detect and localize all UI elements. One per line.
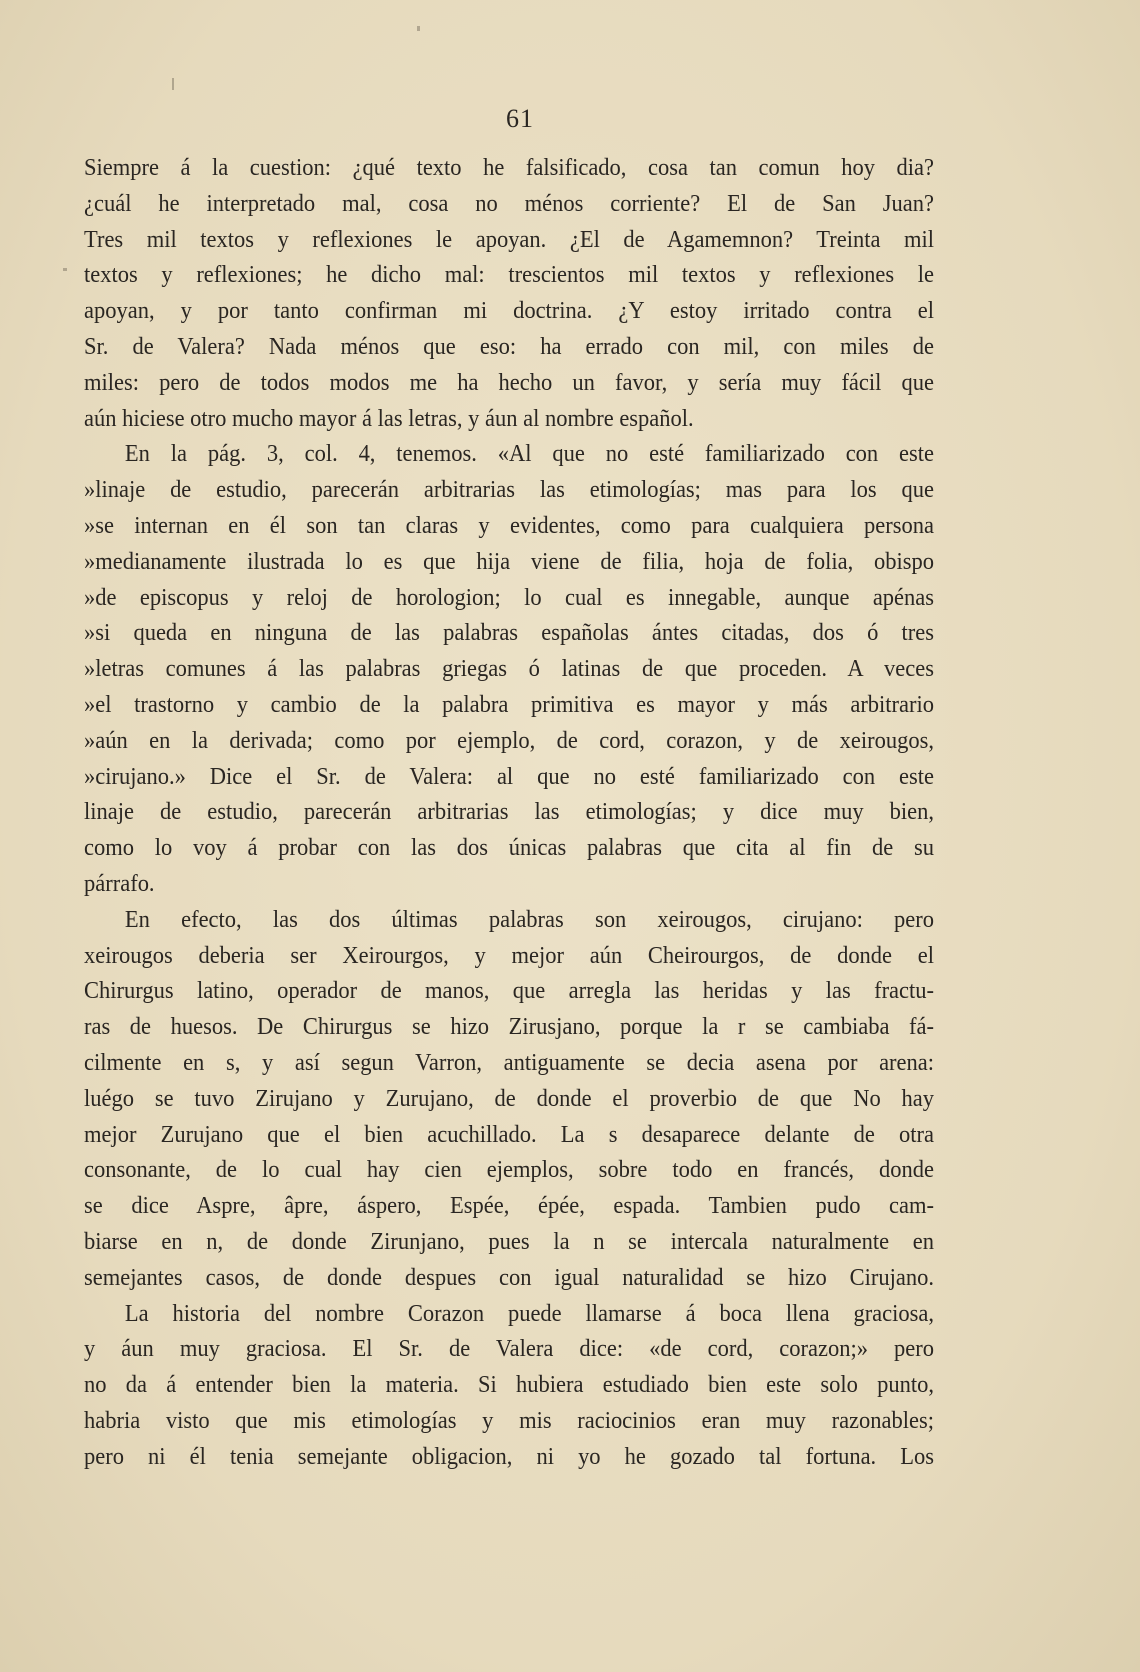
print-speck bbox=[172, 78, 174, 90]
text-line: En la pág. 3, col. 4, tenemos. «Al que no esté familiarizado con este bbox=[124, 440, 935, 468]
text-line: Chirurgus latino, operador de manos, que arregla las heridas y las fractu- bbox=[84, 977, 935, 1005]
text-line: En efecto, las dos últimas palabras son xeirougos, cirujano: pero bbox=[124, 905, 935, 933]
text-line: consonante, de lo cual hay cien ejemplos, sobre todo en francés, donde bbox=[84, 1156, 935, 1184]
text-line: »cirujano.» Dice el Sr. de Valera: al que no esté familiarizado con este bbox=[84, 762, 935, 790]
text-line: aún hiciese otro mucho mayor á las letras, y áun al nombre español. bbox=[84, 404, 694, 432]
text-line: ¿cuál he interpretado mal, cosa no ménos corriente? El de San Juan? bbox=[84, 189, 935, 217]
text-line: »de episcopus y reloj de horologion; lo cual es innegable, aunque apénas bbox=[84, 583, 935, 611]
text-line: cilmente en s, y así segun Varron, antiguamente se decia asena por arena: bbox=[84, 1048, 935, 1076]
print-speck bbox=[63, 268, 67, 271]
text-line: »el trastorno y cambio de la palabra primitiva es mayor y más arbitrario bbox=[84, 690, 935, 718]
text-line: apoyan, y por tanto confirman mi doctrina. ¿Y estoy irritado contra el bbox=[84, 297, 935, 325]
text-line: miles: pero de todos modos me ha hecho un favor, y sería muy fácil que bbox=[84, 368, 935, 396]
text-line: se dice Aspre, âpre, áspero, Espée, épée, espada. Tambien pudo cam- bbox=[84, 1192, 935, 1220]
text-line: »aún en la derivada; como por ejemplo, de cord, corazon, y de xeirougos, bbox=[84, 726, 935, 754]
text-line: biarse en n, de donde Zirunjano, pues la n se intercala naturalmente en bbox=[84, 1227, 935, 1255]
text-line: semejantes casos, de donde despues con igual naturalidad se hizo Cirujano. bbox=[84, 1263, 935, 1291]
print-speck bbox=[417, 26, 420, 31]
text-line: como lo voy á probar con las dos únicas palabras que cita al fin de su bbox=[84, 834, 935, 862]
text-line: no da á entender bien la materia. Si hubiera estudiado bien este solo punto, bbox=[84, 1371, 935, 1399]
text-line: »si queda en ninguna de las palabras españolas ántes citadas, dos ó tres bbox=[84, 619, 935, 647]
text-line: xeirougos deberia ser Xeirourgos, y mejor aún Cheirourgos, de donde el bbox=[84, 941, 935, 969]
text-line: Tres mil textos y reflexiones le apoyan. ¿El de Agamemnon? Treinta mil bbox=[84, 225, 935, 253]
text-line: »se internan en él son tan claras y evidentes, como para cualquiera persona bbox=[84, 511, 935, 539]
text-line: luégo se tuvo Zirujano y Zurujano, de donde el proverbio de que No hay bbox=[84, 1084, 935, 1112]
text-line: Sr. de Valera? Nada ménos que eso: ha errado con mil, con miles de bbox=[84, 332, 935, 360]
text-line: habria visto que mis etimologías y mis raciocinios eran muy razonables; bbox=[84, 1406, 935, 1434]
text-line: textos y reflexiones; he dicho mal: trescientos mil textos y reflexiones le bbox=[84, 261, 935, 289]
text-body bbox=[84, 150, 934, 1474]
text-line: »medianamente ilustrada lo es que hija viene de filia, hoja de folia, obispo bbox=[84, 547, 935, 575]
text-line: Siempre á la cuestion: ¿qué texto he falsificado, cosa tan comun hoy dia? bbox=[84, 154, 935, 181]
text-line: mejor Zurujano que el bien acuchillado. La s desaparece delante de otra bbox=[84, 1120, 935, 1148]
text-line: linaje de estudio, parecerán arbitrarias las etimologías; y dice muy bien, bbox=[84, 798, 935, 826]
text-line: ras de huesos. De Chirurgus se hizo Zirusjano, porque la r se cambiaba fá- bbox=[84, 1013, 935, 1041]
page-number: 61 bbox=[506, 104, 534, 133]
text-line: »linaje de estudio, parecerán arbitrarias las etimologías; mas para los que bbox=[84, 476, 935, 504]
text-line: y áun muy graciosa. El Sr. de Valera dice: «de cord, corazon;» pero bbox=[84, 1335, 935, 1363]
text-line: párrafo. bbox=[84, 869, 155, 897]
text-line: »letras comunes á las palabras griegas ó latinas de que proceden. A veces bbox=[84, 655, 935, 683]
text-line: pero ni él tenia semejante obligacion, ni yo he gozado tal fortuna. Los bbox=[84, 1442, 935, 1470]
text-line: La historia del nombre Corazon puede llamarse á boca llena graciosa, bbox=[124, 1299, 935, 1327]
